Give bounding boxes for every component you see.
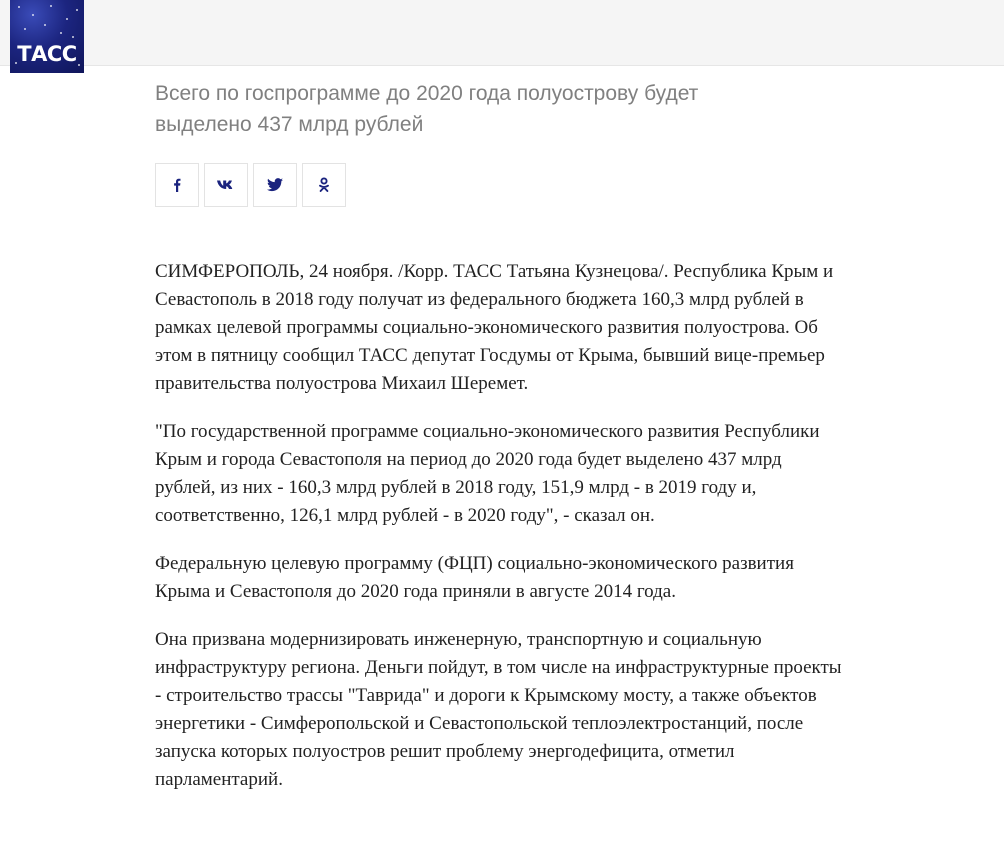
- logo-star: [44, 24, 46, 26]
- logo-star: [24, 28, 26, 30]
- share-bar: [155, 163, 346, 207]
- vk-icon: [216, 179, 236, 191]
- facebook-icon: [170, 178, 184, 192]
- logo-star: [66, 18, 68, 20]
- logo-star: [18, 6, 20, 8]
- twitter-icon: [267, 178, 283, 192]
- logo-star: [60, 32, 62, 34]
- logo-text: ТАСС: [17, 42, 77, 66]
- article-paragraph: Федеральную целевую программу (ФЦП) социально-экономического развития Крыма и Севастополя до 2020 года приняли в августе 2014 года.: [155, 553, 794, 602]
- article-lead: Всего по госпрограмме до 2020 года полуострову будет выделено 437 млрд рублей: [155, 82, 699, 136]
- tass-logo[interactable]: [10, 0, 84, 73]
- share-facebook-button[interactable]: [155, 163, 199, 207]
- article-paragraph: Она призвана модернизировать инженерную, транспортную и социальную инфраструктуру региона. Деньги пойдут, в том числе на инфраструктурные проекты - строительство трассы "Таврида" и дороги к Крымскому мосту, а также объектов энергетики - Симферопольской и Севастопольской теплоэлектростанций, после запуска которых полуостров решит проблему энергодефицита, отметил парламентарий.: [155, 629, 842, 790]
- article-paragraph: "По государственной программе социально-экономического развития Республики Крым и города Севастополя на период до 2020 года будет выделено 437 млрд рублей, из них - 160,3 млрд рублей в 2018 году, 151,9 млрд - в 2019 году и, соответственно, 126,1 млрд рублей - в 2020 году", - сказал он.: [155, 421, 820, 526]
- logo-star: [50, 5, 52, 7]
- share-odnoklassniki-button[interactable]: [302, 163, 346, 207]
- logo-star: [32, 14, 34, 16]
- share-vk-button[interactable]: [204, 163, 248, 207]
- logo-star: [72, 36, 74, 38]
- top-bar: [0, 0, 1004, 66]
- article-paragraph: СИМФЕРОПОЛЬ, 24 ноября. /Корр. ТАСС Татьяна Кузнецова/. Республика Крым и Севастополь в 2018 году получат из федерального бюджета 160,3 млрд рублей в рамках целевой программы социально-экономического развития полуострова. Об этом в пятницу сообщил ТАСС депутат Госдумы от Крыма, бывший вице-премьер правительства полуострова Михаил Шеремет.: [155, 261, 834, 394]
- logo-star: [76, 9, 78, 11]
- odnoklassniki-icon: [318, 177, 330, 193]
- article-body: [155, 258, 845, 814]
- share-twitter-button[interactable]: [253, 163, 297, 207]
